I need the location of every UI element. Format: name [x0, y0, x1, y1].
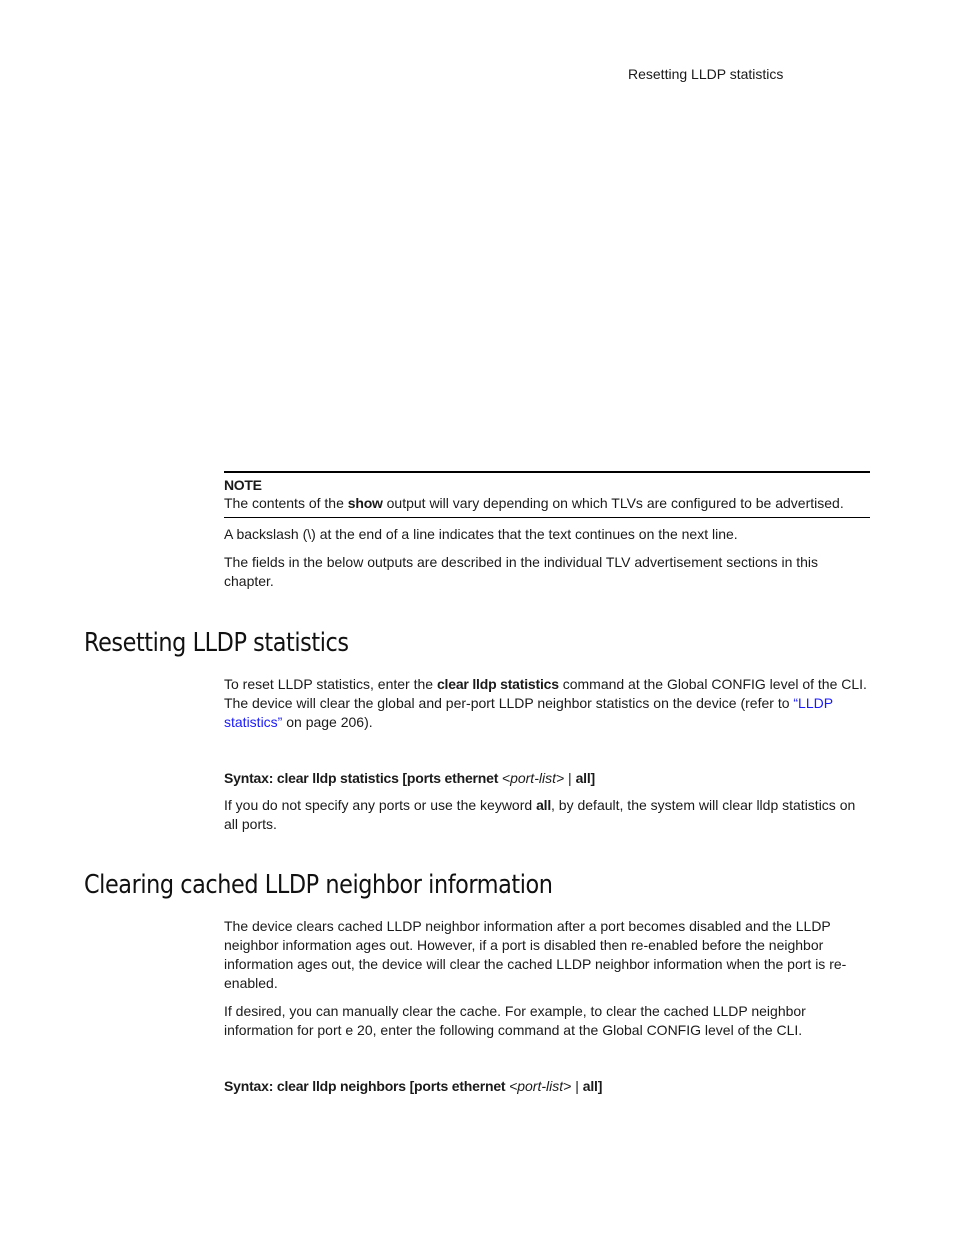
- reset-paragraph-2: [224, 796, 870, 834]
- clear-syntax-mid: |: [571, 1078, 583, 1094]
- note-text-after: output will vary depending on which TLVs are configured to be advertised.: [382, 495, 844, 511]
- reset-para2-before: If you do not specify any ports or use the keyword: [224, 797, 537, 813]
- running-header: Resetting LLDP statistics: [628, 66, 784, 82]
- note-box: [224, 471, 870, 518]
- reset-syntax-mid: |: [564, 770, 576, 786]
- heading-clearing-cached-lldp: Clearing cached LLDP neighbor information: [84, 870, 553, 900]
- reset-syntax-all: all: [575, 770, 591, 786]
- note-command: show: [347, 495, 383, 511]
- heading-resetting-lldp-statistics: Resetting LLDP statistics: [84, 628, 349, 658]
- clear-syntax-lead: Syntax: clear lldp neighbors [ports ethernet: [224, 1078, 510, 1094]
- reset-syntax-close: ]: [590, 770, 595, 786]
- reset-syntax-line: [224, 769, 595, 787]
- clear-syntax-all: all: [582, 1078, 598, 1094]
- note-text: [224, 494, 870, 512]
- clear-paragraph-2: If desired, you can manually clear the cache. For example, to clear the cached LLDP neighbor information for port e 20, enter the following command at the Global CONFIG level of the CLI.: [224, 1003, 806, 1038]
- reset-syntax-lead: Syntax: clear lldp statistics [ports ethernet: [224, 770, 502, 786]
- reset-para1-after: command at the Global CONFIG level of the CLI. The device will clear the global and per-port LLDP neighbor statistics on the device (refer to: [224, 676, 867, 711]
- clear-syntax-line: [224, 1077, 602, 1095]
- clear-syntax-var: <port-list>: [509, 1078, 572, 1094]
- reset-para2-after: , by default, the system will clear lldp statistics on all ports.: [224, 797, 856, 832]
- backslash-paragraph: A backslash (\) at the end of a line indicates that the text continues on the next line.: [224, 526, 738, 542]
- clear-syntax-close: ]: [597, 1078, 603, 1094]
- reset-para1-end: on page 206).: [282, 714, 373, 730]
- reset-para1-before: To reset LLDP statistics, enter the: [224, 676, 437, 692]
- reset-para1-command: clear lldp statistics: [436, 676, 559, 692]
- note-title: NOTE: [224, 477, 262, 493]
- reset-paragraph-1: [224, 675, 870, 732]
- lldp-statistics-link[interactable]: “LLDP statistics”: [224, 695, 833, 730]
- note-text-before: The contents of the: [224, 495, 348, 511]
- reset-para2-keyword: all: [536, 797, 552, 813]
- fields-paragraph: The fields in the below outputs are described in the individual TLV advertisement sections in this chapter.: [224, 554, 819, 589]
- reset-syntax-var: <port-list>: [501, 770, 565, 786]
- clear-paragraph-1: The device clears cached LLDP neighbor information after a port becomes disabled and the LLDP neighbor information ages out. However, if a port is disabled then re-enabled before the neighbor information ages out, the device will clear the cached LLDP neighbor information when the port is re-enabled.: [224, 918, 847, 991]
